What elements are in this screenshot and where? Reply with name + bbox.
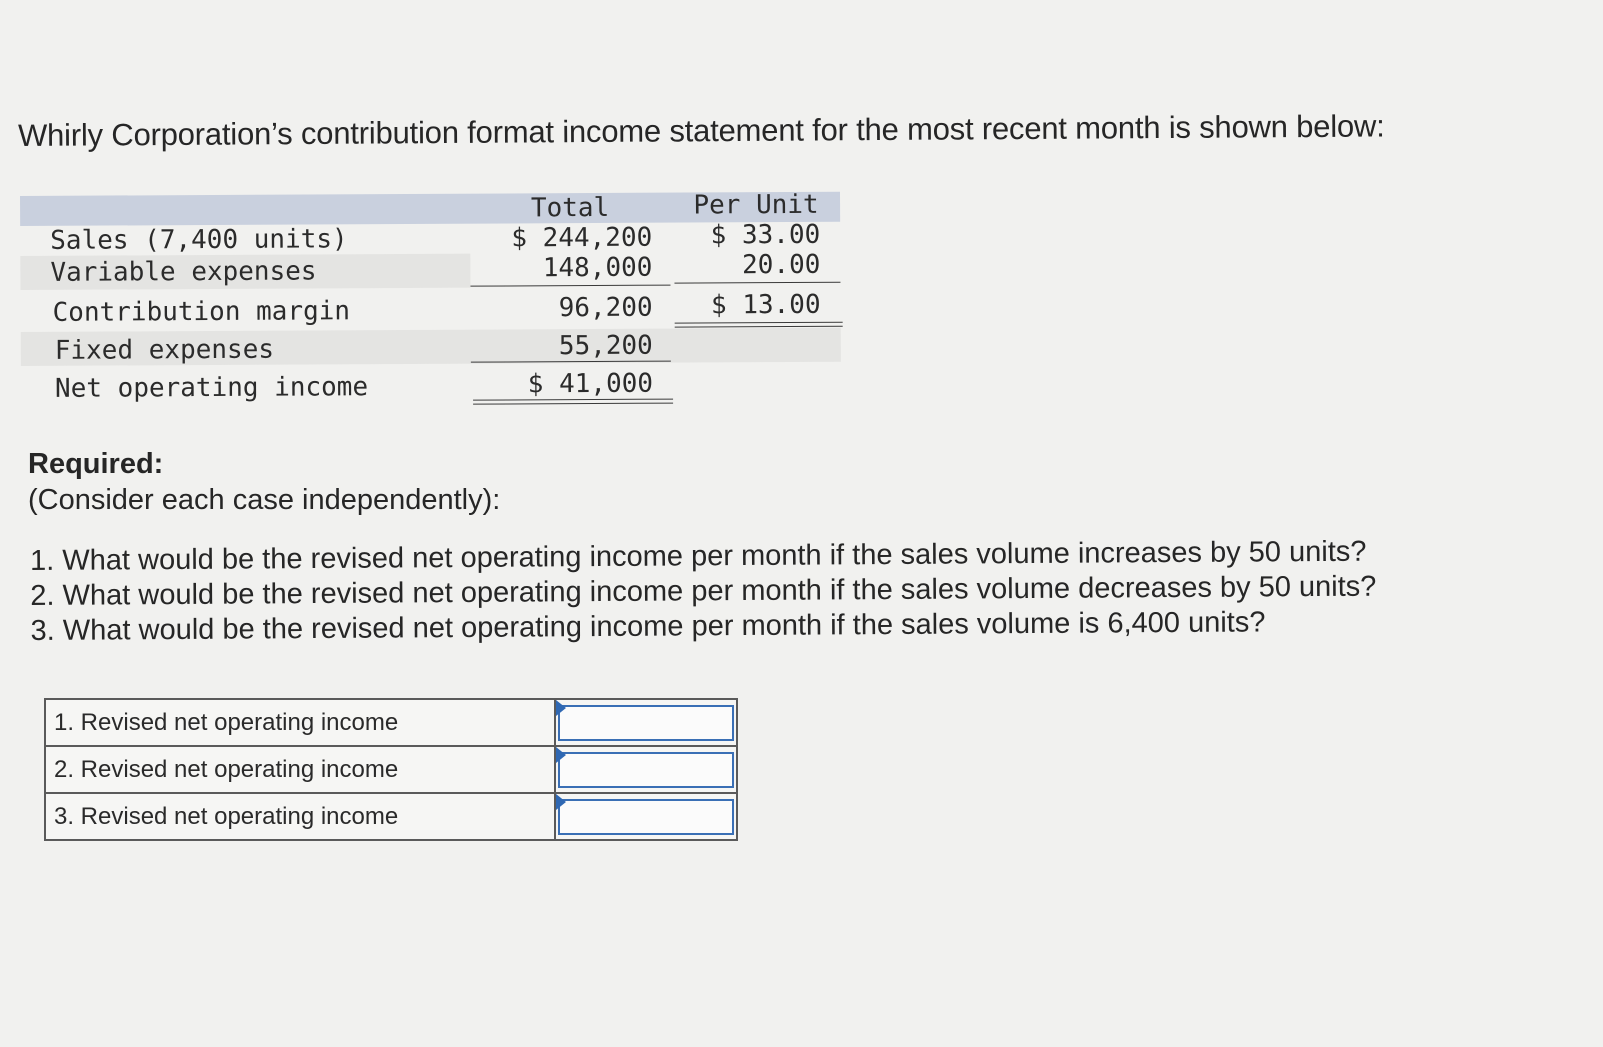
- row-total-fixed-expenses: 55,200: [558, 330, 653, 362]
- answer-cell: [555, 746, 737, 793]
- row-label-contribution-margin: Contribution margin: [52, 296, 351, 328]
- subtotal-rule: [470, 285, 670, 287]
- row-per-unit-contribution-margin: $ 13.00: [710, 289, 821, 321]
- row-total-sales: $ 244,200: [511, 222, 653, 254]
- answer-row: [45, 793, 737, 840]
- income-statement: [20, 189, 861, 426]
- required-note: (Consider each case independently):: [28, 484, 501, 516]
- row-total-variable-expenses: 148,000: [542, 252, 653, 284]
- total-rule: [675, 322, 843, 328]
- answer-1-input[interactable]: [558, 705, 734, 741]
- header-per-unit: Per Unit: [693, 189, 819, 221]
- answer-label: 2. Revised net operating income: [45, 746, 555, 793]
- header-total: Total: [530, 192, 610, 224]
- question-item: 1. What would be the revised net operating income per month if the sales volume increases by 50 units?: [30, 535, 1367, 577]
- answer-cell: [555, 793, 737, 840]
- answer-3-input[interactable]: [558, 799, 734, 835]
- required-section: [28, 446, 500, 518]
- row-per-unit-sales: $ 33.00: [710, 219, 821, 251]
- input-marker-icon: [556, 747, 566, 763]
- required-title: Required:: [28, 448, 164, 480]
- answer-row: [45, 746, 737, 793]
- total-rule: [473, 399, 673, 405]
- answer-table: [44, 698, 738, 841]
- input-marker-icon: [556, 700, 566, 716]
- answer-row: [45, 699, 737, 746]
- input-marker-icon: [556, 794, 566, 810]
- row-per-unit-variable-expenses: 20.00: [742, 249, 821, 281]
- answer-2-input[interactable]: [558, 752, 734, 788]
- question-list: [30, 535, 1377, 649]
- intro-text: Whirly Corporation’s contribution format income statement for the most recent month is shown below:: [17, 108, 1385, 153]
- row-label-sales: Sales (7,400 units): [50, 224, 348, 256]
- row-label-fixed-expenses: Fixed expenses: [54, 334, 275, 366]
- row-total-net-operating-income: $ 41,000: [527, 368, 654, 400]
- answer-label: 1. Revised net operating income: [45, 699, 555, 746]
- question-item: 3. What would be the revised net operating income per month if the sales volume is 6,400 units?: [30, 606, 1266, 647]
- answer-cell: [555, 699, 737, 746]
- question-item: 2. What would be the revised net operating income per month if the sales volume decreases by 50 units?: [30, 570, 1377, 612]
- row-total-contribution-margin: 96,200: [558, 292, 653, 324]
- row-label-net-operating-income: Net operating income: [54, 372, 369, 404]
- answer-label: 3. Revised net operating income: [45, 793, 555, 840]
- row-label-variable-expenses: Variable expenses: [50, 256, 317, 288]
- subtotal-rule: [674, 282, 840, 284]
